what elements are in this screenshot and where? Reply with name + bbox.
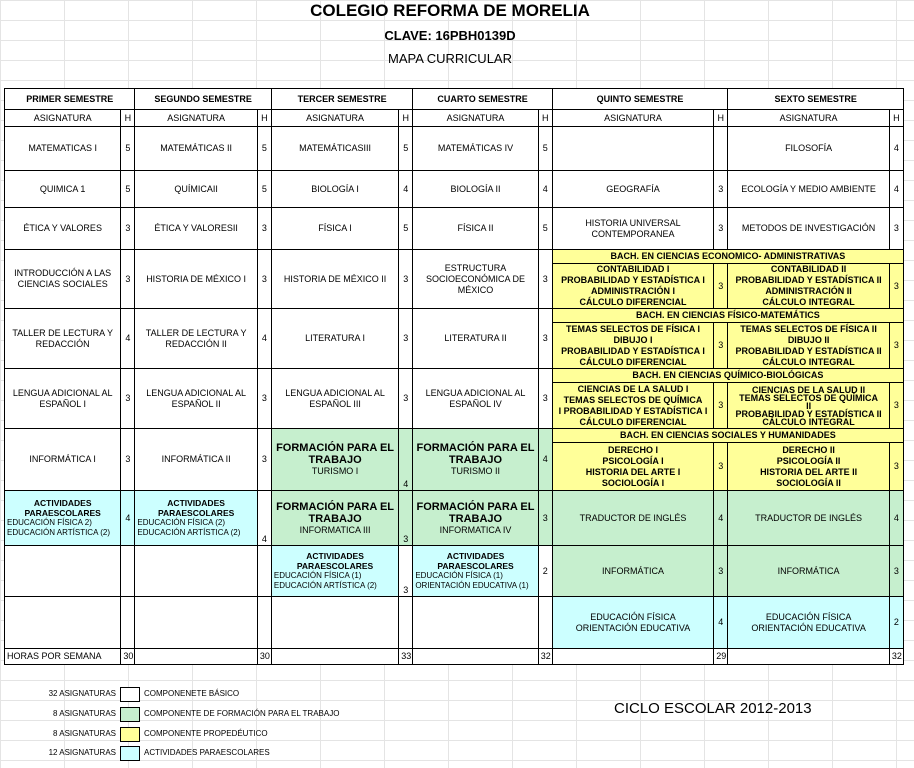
paraescolar-cell xyxy=(5,491,121,546)
subject-cell: MATEMATICAS I xyxy=(5,127,121,171)
hours-cell: 3 xyxy=(714,264,728,309)
table-row xyxy=(5,127,904,171)
subject-cell: FÍSICA I xyxy=(271,208,398,250)
school-title: COLEGIO REFORMA DE MORELIA xyxy=(310,1,590,20)
hours-cell: 4 xyxy=(538,429,552,491)
hours-cell: 4 xyxy=(121,491,135,546)
hours-cell: 4 xyxy=(714,491,728,546)
total-hours: 32 xyxy=(889,649,903,665)
subject-line: CÁLCULO INTEGRAL xyxy=(762,416,855,427)
col-hours: H xyxy=(889,110,903,127)
subject-line: CONTABILIDAD II xyxy=(770,264,847,274)
subject-line: CÁLCULO INTEGRAL xyxy=(762,297,855,307)
work-training-subject: INFORMATICA IV xyxy=(439,524,512,535)
work-training-cell xyxy=(413,491,538,546)
col-subject: ASIGNATURA xyxy=(552,110,714,127)
subject-line: CÁLCULO INTEGRAL xyxy=(762,356,855,367)
empty-cell xyxy=(538,597,552,649)
col-hours: H xyxy=(257,110,271,127)
empty-cell xyxy=(5,546,121,597)
hours-cell: 3 xyxy=(889,208,903,250)
empty-cell xyxy=(121,546,135,597)
hours-cell: 4 xyxy=(538,171,552,208)
table-row xyxy=(5,597,904,649)
legend-swatch xyxy=(120,727,140,742)
work-training-cell xyxy=(271,429,398,491)
empty-cell xyxy=(399,597,413,649)
hours-cell: 3 xyxy=(257,369,271,429)
paraescolar-cell xyxy=(728,597,890,649)
hours-cell: 3 xyxy=(257,208,271,250)
hours-cell: 3 xyxy=(399,546,413,597)
subject-line: CIENCIAS DE LA SALUD I xyxy=(577,383,689,394)
subject-line: CÁLCULO DIFERENCIAL xyxy=(579,416,687,427)
subject-line: TEMAS SELECTOS DE QUÍMICA xyxy=(739,392,878,403)
empty-cell xyxy=(271,597,398,649)
subject-line: SOCIOLOGÍA II xyxy=(776,477,841,488)
subject-cell: TALLER DE LECTURA Y REDACCIÓN II xyxy=(135,309,257,369)
bach-band-quimico: BACH. EN CIENCIAS QUÍMICO-BIOLÓGICAS xyxy=(552,369,903,383)
paraescolar-line: EDUCACIÓN FÍSICA (1) xyxy=(415,571,503,580)
curriculum-table xyxy=(4,88,904,665)
subject-cell: LENGUA ADICIONAL AL ESPAÑOL II xyxy=(135,369,257,429)
empty-cell xyxy=(413,649,538,665)
subject-cell: HISTORIA UNIVERSAL CONTEMPORANEA xyxy=(552,208,714,250)
subject-cell: INTRODUCCIÓN A LAS CIENCIAS SOCIALES xyxy=(5,250,121,309)
empty-cell xyxy=(257,546,271,597)
subject-cell: FILOSOFÍA xyxy=(728,127,890,171)
school-cycle: CICLO ESCOLAR 2012-2013 xyxy=(614,700,812,717)
subject-cell: LITERATURA I xyxy=(271,309,398,369)
school-key: CLAVE: 16PBH0139D xyxy=(384,28,516,43)
hours-cell: 4 xyxy=(889,491,903,546)
subject-cell: LENGUA ADICIONAL AL ESPAÑOL III xyxy=(271,369,398,429)
hours-cell: 4 xyxy=(121,309,135,369)
empty-cell xyxy=(413,597,538,649)
semester-4-header: CUARTO SEMESTRE xyxy=(413,89,552,110)
subject-line: PROBABILIDAD Y ESTADÍSTICA II xyxy=(735,275,882,285)
subject-line: PSICOLOGÍA II xyxy=(776,455,841,466)
semester-header-row xyxy=(5,89,904,110)
total-hours: 32 xyxy=(538,649,552,665)
propedeutic-cell xyxy=(552,323,714,369)
propedeutic-cell xyxy=(728,383,890,429)
paraescolar-line: EDUCACIÓN ARTÍSTICA (2) xyxy=(7,528,110,537)
subject-cell: TRADUCTOR DE INGLÉS xyxy=(552,491,714,546)
hours-cell: 3 xyxy=(889,383,903,429)
subject-line: HISTORIA DEL ARTE I xyxy=(585,466,681,477)
subject-cell: ÉTICA Y VALORES xyxy=(5,208,121,250)
subject-line: PROBABILIDAD Y ESTADÍSTICA II xyxy=(735,408,882,419)
semester-2-header: SEGUNDO SEMESTRE xyxy=(135,89,271,110)
hours-cell: 4 xyxy=(257,491,271,546)
column-header-row xyxy=(5,110,904,127)
hours-cell: 3 xyxy=(121,369,135,429)
subject-cell: LENGUA ADICIONAL AL ESPAÑOL I xyxy=(5,369,121,429)
subject-line: PSICOLOGÍA I xyxy=(602,455,664,466)
bach-band-sociales: BACH. EN CIENCIAS SOCIALES Y HUMANIDADES xyxy=(552,429,903,443)
legend-count: 12 ASIGNATURAS xyxy=(48,748,116,757)
hours-cell: 3 xyxy=(399,309,413,369)
hours-cell: 3 xyxy=(714,546,728,597)
work-training-title: FORMACIÓN PARA EL TRABAJO xyxy=(416,442,535,466)
table-row xyxy=(5,171,904,208)
paraescolar-line: ORIENTACIÓN EDUCATIVA (1) xyxy=(415,581,529,590)
hours-cell: 3 xyxy=(399,369,413,429)
legend-label: COMPONENETE BÁSICO xyxy=(144,689,240,698)
work-training-subject: INFORMATICA III xyxy=(299,524,371,535)
paraescolar-title: ACTIVIDADES PARAESCOLARES xyxy=(157,498,235,518)
page-subtitle: MAPA CURRICULAR xyxy=(387,51,512,66)
hours-cell: 3 xyxy=(538,491,552,546)
subject-cell: INFORMÁTICA xyxy=(552,546,714,597)
empty-cell xyxy=(271,649,398,665)
hours-cell: 5 xyxy=(121,171,135,208)
hours-cell: 3 xyxy=(257,250,271,309)
col-hours: H xyxy=(121,110,135,127)
col-hours: H xyxy=(538,110,552,127)
hours-cell: 5 xyxy=(257,127,271,171)
subject-line: PROBABILIDAD Y ESTADÍSTICA I xyxy=(561,275,705,285)
col-subject: ASIGNATURA xyxy=(413,110,538,127)
subject-cell: LENGUA ADICIONAL AL ESPAÑOL IV xyxy=(413,369,538,429)
subject-line: PROBABILIDAD Y ESTADÍSTICA I xyxy=(561,345,705,356)
subject-cell: BIOLOGÍA I xyxy=(271,171,398,208)
subject-cell: INFORMÁTICA II xyxy=(135,429,257,491)
hours-cell: 3 xyxy=(889,546,903,597)
paraescolar-title: ACTIVIDADES PARAESCOLARES xyxy=(437,551,514,571)
subject-cell: QUÍMICAII xyxy=(135,171,257,208)
empty-cell xyxy=(135,546,257,597)
hours-cell: 4 xyxy=(714,597,728,649)
table-row xyxy=(5,250,904,264)
hours-cell: 5 xyxy=(257,171,271,208)
subject-cell: BIOLOGÍA II xyxy=(413,171,538,208)
totals-row xyxy=(5,649,904,665)
work-training-subject: TURISMO II xyxy=(451,466,501,476)
hours-cell: 4 xyxy=(399,429,413,491)
paraescolar-line: ORIENTACIÓN EDUCATIVA xyxy=(751,622,866,633)
hours-cell: 3 xyxy=(538,369,552,429)
hours-cell: 4 xyxy=(889,171,903,208)
hours-cell: 4 xyxy=(889,127,903,171)
hours-cell: 3 xyxy=(714,171,728,208)
empty-cell xyxy=(121,597,135,649)
legend-swatch xyxy=(120,746,140,761)
semester-6-header: SEXTO SEMESTRE xyxy=(728,89,904,110)
work-training-subject: TURISMO I xyxy=(311,466,359,476)
hours-cell: 3 xyxy=(714,443,728,491)
subject-line: ADMINISTRACIÓN II xyxy=(765,286,852,296)
subject-cell: FÍSICA II xyxy=(413,208,538,250)
legend-swatch xyxy=(120,707,140,722)
paraescolar-title: ACTIVIDADES PARAESCOLARES xyxy=(24,498,101,518)
table-row xyxy=(5,491,904,546)
semester-5-header: QUINTO SEMESTRE xyxy=(552,89,728,110)
legend-count: 8 ASIGNATURAS xyxy=(53,709,116,718)
empty-cell xyxy=(552,649,714,665)
hours-cell: 5 xyxy=(399,208,413,250)
paraescolar-cell xyxy=(135,491,257,546)
bach-band-fisico: BACH. EN CIENCIAS FÍSICO-MATEMÁTICS xyxy=(552,309,903,323)
total-hours: 33 xyxy=(399,649,413,665)
hours-cell: 5 xyxy=(538,127,552,171)
propedeutic-cell xyxy=(728,323,890,369)
legend-count: 32 ASIGNATURAS xyxy=(48,689,116,698)
subject-line: DERECHO II xyxy=(782,444,835,455)
empty-cell xyxy=(135,649,257,665)
col-subject: ASIGNATURA xyxy=(5,110,121,127)
subject-cell: METODOS DE INVESTIGACIÓN xyxy=(728,208,890,250)
paraescolar-cell xyxy=(413,546,538,597)
subject-line: ADMINISTRACIÓN I xyxy=(591,286,675,296)
subject-line: HISTORIA DEL ARTE II xyxy=(760,466,858,477)
subject-line: PROBABILIDAD Y ESTADÍSTICA II xyxy=(735,345,882,356)
hours-cell: 3 xyxy=(889,443,903,491)
total-hours: 30 xyxy=(257,649,271,665)
total-hours: 30 xyxy=(121,649,135,665)
subject-cell: HISTORIA DE MÉXICO II xyxy=(271,250,398,309)
legend-count: 8 ASIGNATURAS xyxy=(53,729,116,738)
col-subject: ASIGNATURA xyxy=(271,110,398,127)
subject-line: CÁLCULO DIFERENCIAL xyxy=(579,356,687,367)
table-row xyxy=(5,309,904,323)
hours-cell: 4 xyxy=(257,309,271,369)
hours-cell: 3 xyxy=(121,250,135,309)
empty-cell xyxy=(135,597,257,649)
empty-cell xyxy=(5,597,121,649)
col-subject: ASIGNATURA xyxy=(728,110,890,127)
subject-line: CIENCIAS DE LA SALUD II xyxy=(751,384,866,395)
subject-line: DIBUJO II xyxy=(787,334,830,345)
paraescolar-line: ORIENTACIÓN EDUCATIVA xyxy=(575,622,691,633)
hours-cell: 5 xyxy=(121,127,135,171)
work-training-title: FORMACIÓN PARA EL TRABAJO xyxy=(276,500,395,525)
subject-cell: GEOGRAFÍA xyxy=(552,171,714,208)
hours-cell: 3 xyxy=(714,383,728,429)
empty-cell xyxy=(257,597,271,649)
hours-cell: 3 xyxy=(889,264,903,309)
subject-cell: MATEMÁTICASIII xyxy=(271,127,398,171)
subject-cell: ÉTICA Y VALORESII xyxy=(135,208,257,250)
hours-cell: 3 xyxy=(399,491,413,546)
work-training-cell xyxy=(271,491,398,546)
subject-cell: ESTRUCTURA SOCIOECONÓMICA DE MÉXICO xyxy=(413,250,538,309)
table-row xyxy=(5,429,904,443)
paraescolar-line: EDUCACIÓN FÍSICA (2) xyxy=(137,518,225,527)
paraescolar-line: EDUCACIÓN ARTÍSTICA (2) xyxy=(137,528,241,537)
work-training-cell xyxy=(413,429,538,491)
subject-cell: HISTORIA DE MÉXICO I xyxy=(135,250,257,309)
subject-cell: MATEMÁTICAS II xyxy=(135,127,257,171)
propedeutic-cell xyxy=(552,383,714,429)
table-row xyxy=(5,208,904,250)
hours-cell: 3 xyxy=(399,250,413,309)
propedeutic-cell xyxy=(552,264,714,309)
subject-cell xyxy=(552,127,714,171)
subject-line: TEMAS SELECTOS DE FÍSICA II xyxy=(740,323,877,334)
paraescolar-cell xyxy=(552,597,714,649)
col-hours: H xyxy=(714,110,728,127)
legend-label: ACTIVIDADES PARAESCOLARES xyxy=(144,748,270,757)
subject-cell: INFORMÁTICA I xyxy=(5,429,121,491)
subject-cell: TALLER DE LECTURA Y REDACCIÓN xyxy=(5,309,121,369)
empty-cell xyxy=(728,649,890,665)
subject-cell: INFORMÁTICA xyxy=(728,546,890,597)
hours-cell: 5 xyxy=(399,127,413,171)
legend-label: COMPONENTE PROPEDÉUTICO xyxy=(144,729,268,738)
paraescolar-line: EDUCACIÓN FÍSICA 2) xyxy=(7,518,92,527)
subject-line: DIBUJO I xyxy=(613,334,653,345)
hours-cell: 3 xyxy=(538,250,552,309)
table-row xyxy=(5,369,904,383)
paraescolar-title: ACTIVIDADES PARAESCOLARES xyxy=(296,551,374,571)
subject-cell: MATEMÁTICAS IV xyxy=(413,127,538,171)
subject-line: CONTABILIDAD I xyxy=(596,264,670,274)
col-subject: ASIGNATURA xyxy=(135,110,257,127)
subject-line: SOCIOLOGÍA I xyxy=(601,477,665,488)
subject-cell: ECOLOGÍA Y MEDIO AMBIENTE xyxy=(728,171,890,208)
hours-cell: 3 xyxy=(257,429,271,491)
subject-line: II xyxy=(806,400,812,411)
propedeutic-cell xyxy=(728,264,890,309)
legend-label: COMPONENTE DE FORMACIÓN PARA EL TRABAJO xyxy=(144,709,340,718)
subject-line: DERECHO I xyxy=(608,444,659,455)
hours-cell: 4 xyxy=(399,171,413,208)
semester-3-header: TERCER SEMESTRE xyxy=(271,89,412,110)
work-training-title: FORMACIÓN PARA EL TRABAJO xyxy=(416,500,535,525)
subject-line: TEMAS SELECTOS DE FÍSICA I xyxy=(566,323,701,334)
hours-cell: 3 xyxy=(121,429,135,491)
subject-cell: QUIMICA 1 xyxy=(5,171,121,208)
hours-cell: 2 xyxy=(538,546,552,597)
total-hours: 29 xyxy=(714,649,728,665)
paraescolar-line: EDUCACIÓN FÍSICA xyxy=(590,611,676,622)
subject-cell: TRADUCTOR DE INGLÉS xyxy=(728,491,890,546)
paraescolar-line: EDUCACIÓN FÍSICA xyxy=(765,611,852,622)
hours-cell xyxy=(714,127,728,171)
paraescolar-line: EDUCACIÓN FÍSICA (1) xyxy=(273,571,362,580)
totals-label: HORAS POR SEMANA xyxy=(5,649,121,665)
propedeutic-cell xyxy=(552,443,714,491)
legend-swatch xyxy=(120,687,140,702)
paraescolar-cell xyxy=(271,546,398,597)
work-training-title: FORMACIÓN PARA EL TRABAJO xyxy=(276,442,395,466)
hours-cell: 3 xyxy=(538,309,552,369)
semester-1-header: PRIMER SEMESTRE xyxy=(5,89,135,110)
bach-band-economico: BACH. EN CIENCIAS ECONOMICO- ADMINISTRATIVAS xyxy=(552,250,903,264)
hours-cell: 5 xyxy=(538,208,552,250)
hours-cell: 2 xyxy=(889,597,903,649)
col-hours: H xyxy=(399,110,413,127)
subject-line: CÁLCULO DIFERENCIAL xyxy=(579,297,687,307)
paraescolar-line: EDUCACIÓN ARTÍSTICA (2) xyxy=(273,581,377,590)
table-row xyxy=(5,546,904,597)
hours-cell: 3 xyxy=(714,323,728,369)
subject-cell: LITERATURA II xyxy=(413,309,538,369)
propedeutic-cell xyxy=(728,443,890,491)
hours-cell: 3 xyxy=(889,323,903,369)
hours-cell: 3 xyxy=(121,208,135,250)
subject-line: TEMAS SELECTOS DE QUÍMICA xyxy=(563,394,703,405)
hours-cell: 3 xyxy=(714,208,728,250)
subject-line: I PROBABILIDAD Y ESTADÍSTICA I xyxy=(558,405,708,416)
